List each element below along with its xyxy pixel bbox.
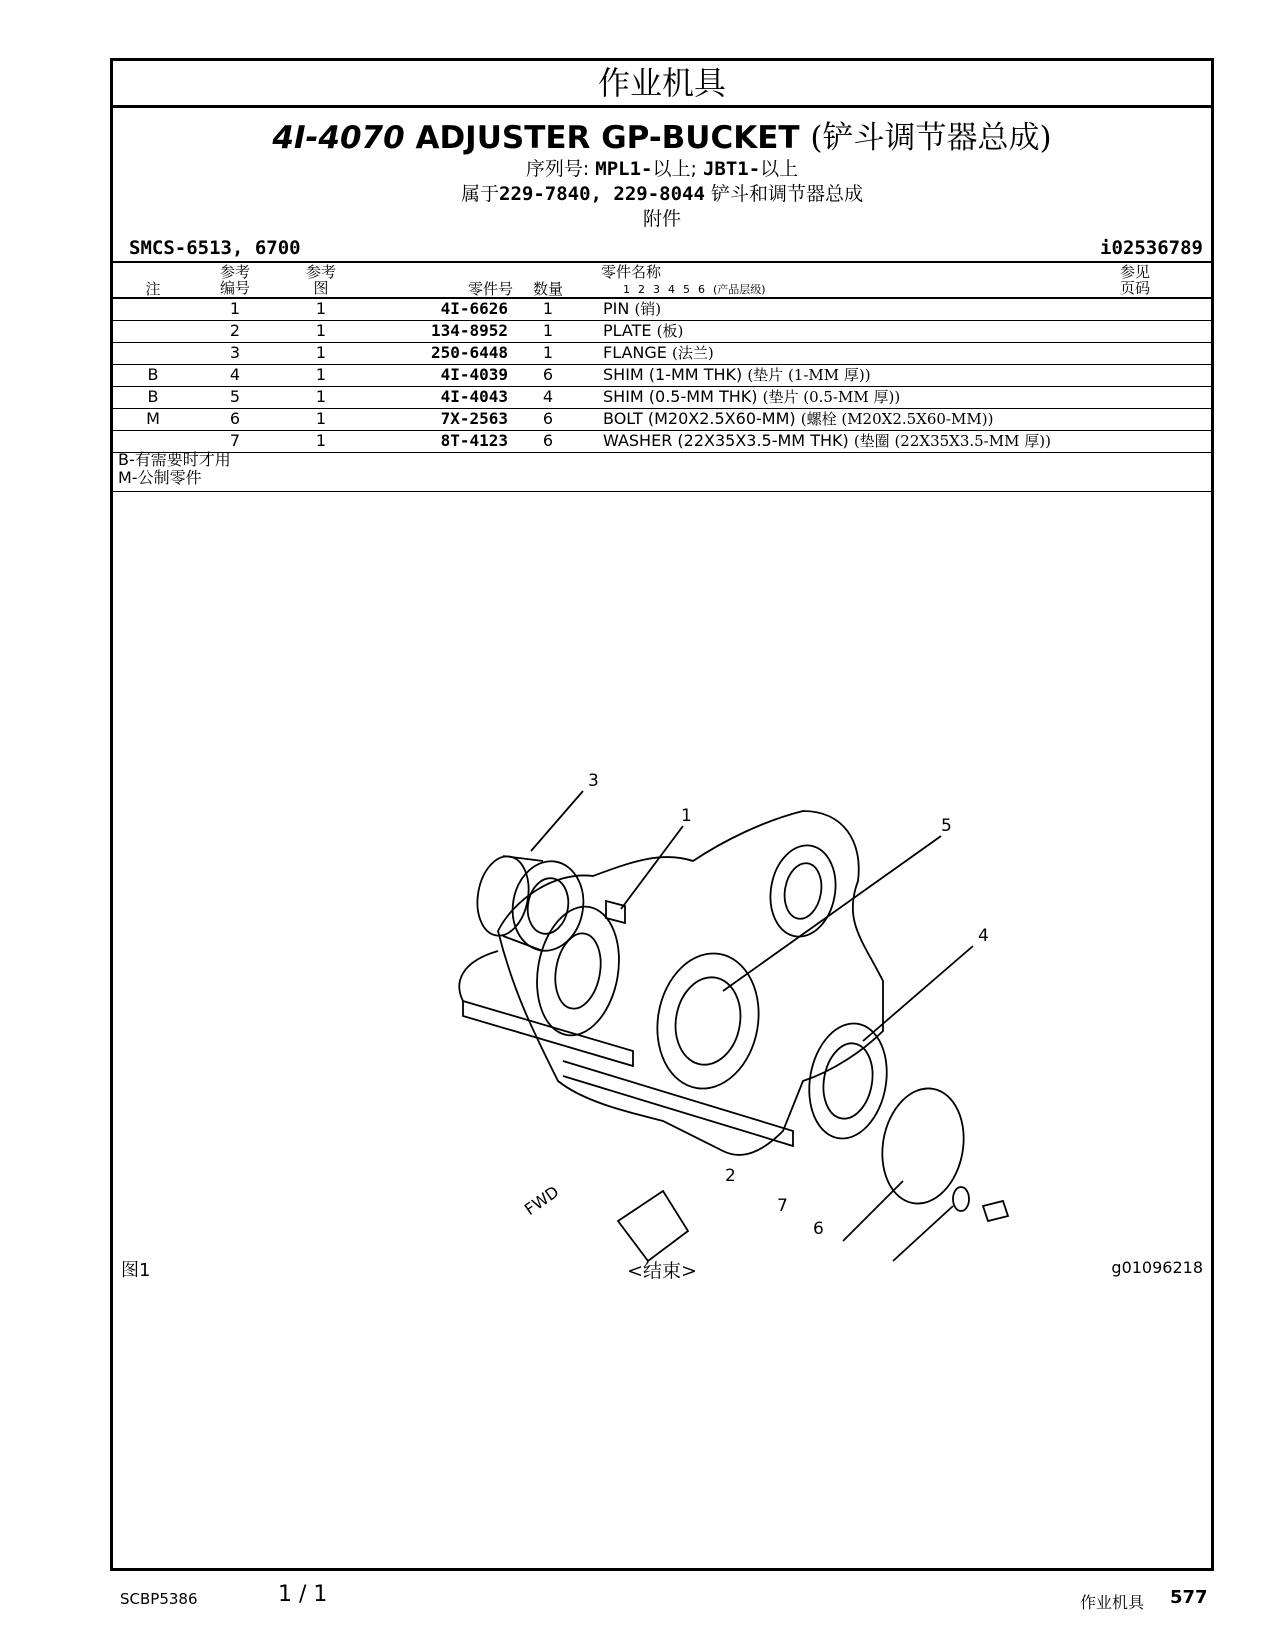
left-boss	[527, 900, 628, 1042]
page-indicator: 1 / 1	[278, 1582, 328, 1607]
table-row: B 4 1 4I-4039 6 SHIM (1-MM THK) (垫片 (1-MM 厚))	[147, 365, 871, 384]
page-number: 577	[1170, 1587, 1208, 1608]
col-name: 零件名称	[601, 263, 662, 281]
leader-2	[843, 1181, 903, 1241]
figure-label: 图1	[121, 1260, 151, 1281]
col-see-page: 参见 页码	[1119, 263, 1150, 297]
leader-1	[621, 826, 683, 909]
shim-5	[647, 945, 769, 1096]
leader-4	[863, 946, 973, 1041]
footnotes	[118, 451, 231, 487]
info-number: i02536789	[1100, 237, 1203, 259]
smcs-code: SMCS-6513, 6700	[129, 237, 301, 259]
table-row: M 6 1 7X-2563 6 BOLT (M20X2.5X60-MM) (螺栓 (M20X2.5X60-MM))	[146, 409, 994, 428]
exploded-view-diagram	[363, 701, 989, 1261]
callout-1: 1	[681, 806, 692, 826]
table-row: 1 1 4I-6626 1 PIN (销)	[229, 299, 662, 318]
bracket-rail	[463, 1001, 633, 1066]
washer	[953, 1187, 969, 1211]
serial-line: 序列号: MPL1-以上; JBT1-以上	[525, 158, 799, 180]
product-levels: 1 2 3 4 5 6 (产品层级)	[623, 283, 766, 296]
callout-2: 2	[725, 1166, 736, 1186]
table-row: 2 1 134-8952 1 PLATE (板)	[229, 321, 684, 340]
title-name-en: ADJUSTER GP-BUCKET	[415, 120, 800, 156]
serial-prefix-2: JBT1-	[702, 158, 761, 180]
attachment-line: 附件	[642, 208, 681, 230]
callout-3: 3	[588, 771, 599, 791]
table-row: 7 1 8T-4123 6 WASHER (22X35X3.5-MM THK) (垫圈 (22X35X3.5-MM 厚))	[229, 431, 1051, 450]
plate	[874, 1082, 973, 1210]
leader-5	[723, 836, 941, 991]
col-note: 注	[145, 280, 161, 298]
page-frame	[110, 58, 1214, 1571]
serial-prefix-1: MPL1-	[595, 158, 653, 180]
fwd-arrow	[618, 1191, 688, 1261]
callout-4: 4	[978, 926, 989, 946]
end-marker: <结束>	[627, 1260, 697, 1282]
col-fig: 参考 图	[305, 263, 336, 297]
title-part-number: 4I-4070	[272, 120, 405, 156]
serial-label: 序列号:	[525, 158, 590, 180]
footnote: B-有需要时才用	[118, 450, 231, 469]
col-part-no: 零件号	[467, 280, 513, 298]
title-block	[113, 119, 1211, 232]
table-bottom-rule	[113, 452, 1211, 453]
table-row: B 5 1 4I-4043 4 SHIM (0.5-MM THK) (垫片 (0.5-MM 厚))	[147, 387, 901, 406]
leader-7	[893, 1206, 953, 1261]
belongs-parts: 229-7840, 229-8044	[499, 183, 705, 205]
section-header: 作业机具	[113, 61, 1211, 108]
leader-3	[531, 791, 583, 851]
callout-7: 7	[777, 1196, 788, 1216]
footer-section: 作业机具	[1080, 1593, 1145, 1612]
doc-number: SCBP5386	[120, 1590, 198, 1608]
fwd-label: FWD	[520, 1182, 563, 1219]
graphic-id: g01096218	[1111, 1258, 1203, 1277]
footnote: M-公制零件	[118, 468, 202, 487]
col-qty: 数量	[532, 280, 563, 298]
col-ref: 参考 编号	[219, 263, 250, 297]
callout-6: 6	[813, 1219, 824, 1239]
shim-4	[801, 1017, 896, 1144]
flange	[471, 852, 534, 939]
bolt	[983, 1201, 1008, 1221]
upper-boss	[763, 840, 842, 942]
title-name-cn: (铲斗调节器总成)	[810, 120, 1052, 156]
table-row: 3 1 250-6448 1 FLANGE (法兰)	[229, 343, 714, 362]
belongs-line: 属于229-7840, 229-8044 铲斗和调节器总成	[461, 183, 863, 205]
table-top-rule	[113, 261, 1211, 263]
callout-5: 5	[941, 816, 952, 836]
page-title	[113, 119, 1211, 157]
